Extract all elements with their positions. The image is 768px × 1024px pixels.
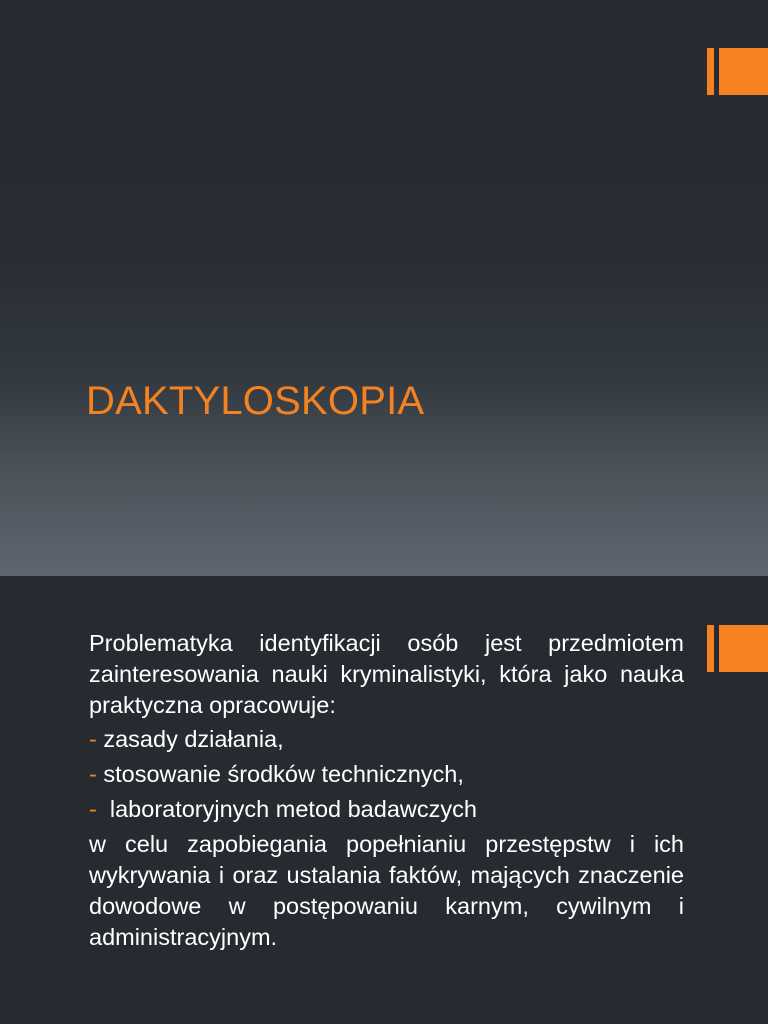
content-slide [0,576,768,1024]
bullet-item [89,724,684,755]
accent-decoration [707,48,768,95]
slide-title: DAKTYLOSKOPIA [86,379,425,423]
intro-paragraph: Problematyka identyfikacji osób jest przedmiotem zainteresowania nauki kryminalistyki, która jako nauka praktyczna opracowuje: [89,630,684,718]
body-text [89,628,684,953]
bullet-text: stosowanie środków technicznych, [96,761,464,787]
bullet-item [89,759,684,790]
bullet-item [89,794,684,825]
accent-bar [707,625,714,672]
bullet-dash: - [89,761,97,787]
accent-bar [707,48,714,95]
accent-decoration [707,625,768,672]
accent-block [719,625,768,672]
bullet-dash: - [89,726,97,752]
accent-block [719,48,768,95]
bullet-dash: - [89,796,97,822]
closing-paragraph: w celu zapobiegania popełnianiu przestępstw i ich wykrywania i oraz ustalania faktów, mających znaczenie dowodowe w postępowaniu karnym, cywilnym i administracyjnym. [89,831,684,950]
bullet-text: zasady działania, [96,726,284,752]
bullet-text: laboratoryjnych metod badawczych [96,796,477,822]
